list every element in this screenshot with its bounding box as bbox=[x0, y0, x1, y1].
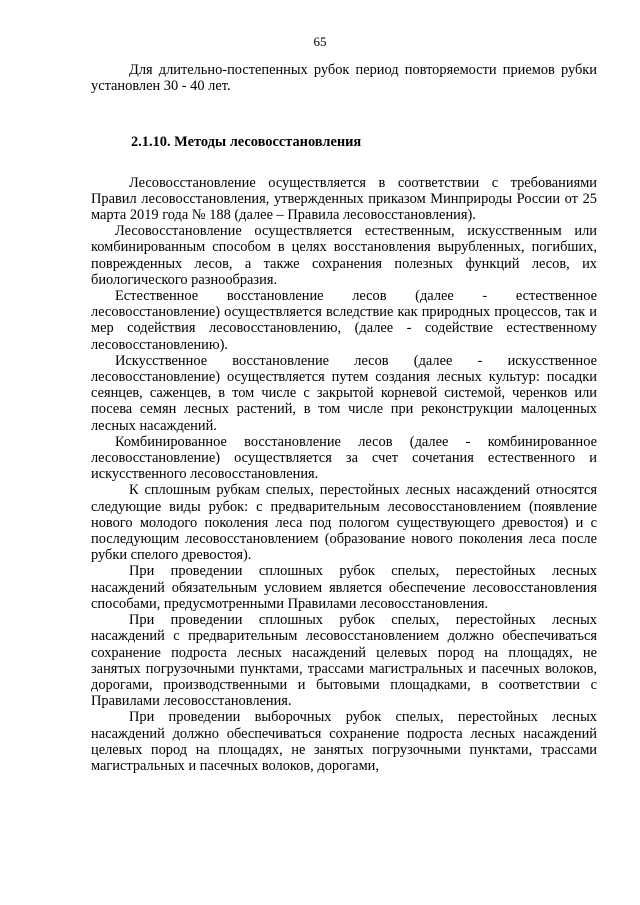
page-number: 65 bbox=[313, 34, 327, 49]
paragraph-3: Естественное восстановление лесов (далее - естественное лесовосстановление) осуществляется вследствие как природных процессов, так и мер содействия лесовосстановлению, (далее - содействие естественному лесовосстановлению). bbox=[91, 288, 597, 353]
paragraph-8: При проведении сплошных рубок спелых, перестойных лесных насаждений с предварительным лесовосстановлением должно обеспечиваться сохранение подроста лесных насаждений целевых пород на площадях, не занятых погрузочными пунктами, трассами магистральных и пасечных волоков, дорогами, производственными и бытовыми площадками, в соответствии с Правилами лесовосстановления. bbox=[91, 612, 597, 710]
paragraph-4: Искусственное восстановление лесов (далее - искусственное лесовосстановление) осуществляется путем создания лесных культур: посадки сеянцев, саженцев, в том числе с закрытой корневой системой, черенков или посева семян лесных растений, в том числе при реконструкции малоценных лесных насаждений. bbox=[91, 352, 597, 434]
intro-paragraph: Для длительно-постепенных рубок период повторяемости приемов рубки установлен 30 - 40 лет. bbox=[91, 62, 597, 95]
section-heading: 2.1.10. Методы лесовосстановления bbox=[131, 134, 362, 151]
paragraph-9: При проведении выборочных рубок спелых, перестойных лесных насаждений должно обеспечиваться сохранение подроста лесных насаждений целевых пород на площадях, не занятых погрузочными пунктами, трассами магистральных и пасечных волоков, дорогами, bbox=[91, 709, 597, 774]
paragraph-2: Лесовосстановление осуществляется естественным, искусственным или комбинированным способом в целях восстановления вырубленных, погибших, поврежденных лесов, а также сохранения полезных функций лесов, их биологического разнообразия. bbox=[91, 223, 597, 288]
paragraph-5: Комбинированное восстановление лесов (далее - комбинированное лесовосстановление) осуществляется за счет сочетания естественного и искусственного лесовосстановления. bbox=[91, 433, 597, 483]
paragraph-1: Лесовосстановление осуществляется в соответствии с требованиями Правил лесовосстановления, утвержденных приказом Минприроды России от 25 марта 2019 года № 188 (далее – Правила лесовосстановления). bbox=[91, 174, 597, 224]
paragraph-7: При проведении сплошных рубок спелых, перестойных лесных насаждений обязательным условием является обеспечение лесовосстановления способами, предусмотренными Правилами лесовосстановления. bbox=[91, 563, 597, 612]
paragraph-6: К сплошным рубкам спелых, перестойных лесных насаждений относятся следующие виды рубок: с предварительным лесовосстановлением (появление нового молодого поколения леса под пологом существующего древостоя) и с последующим лесовосстановлением (образование нового поколения леса после рубки спелого древостоя). bbox=[91, 482, 597, 564]
page-content bbox=[91, 62, 597, 774]
